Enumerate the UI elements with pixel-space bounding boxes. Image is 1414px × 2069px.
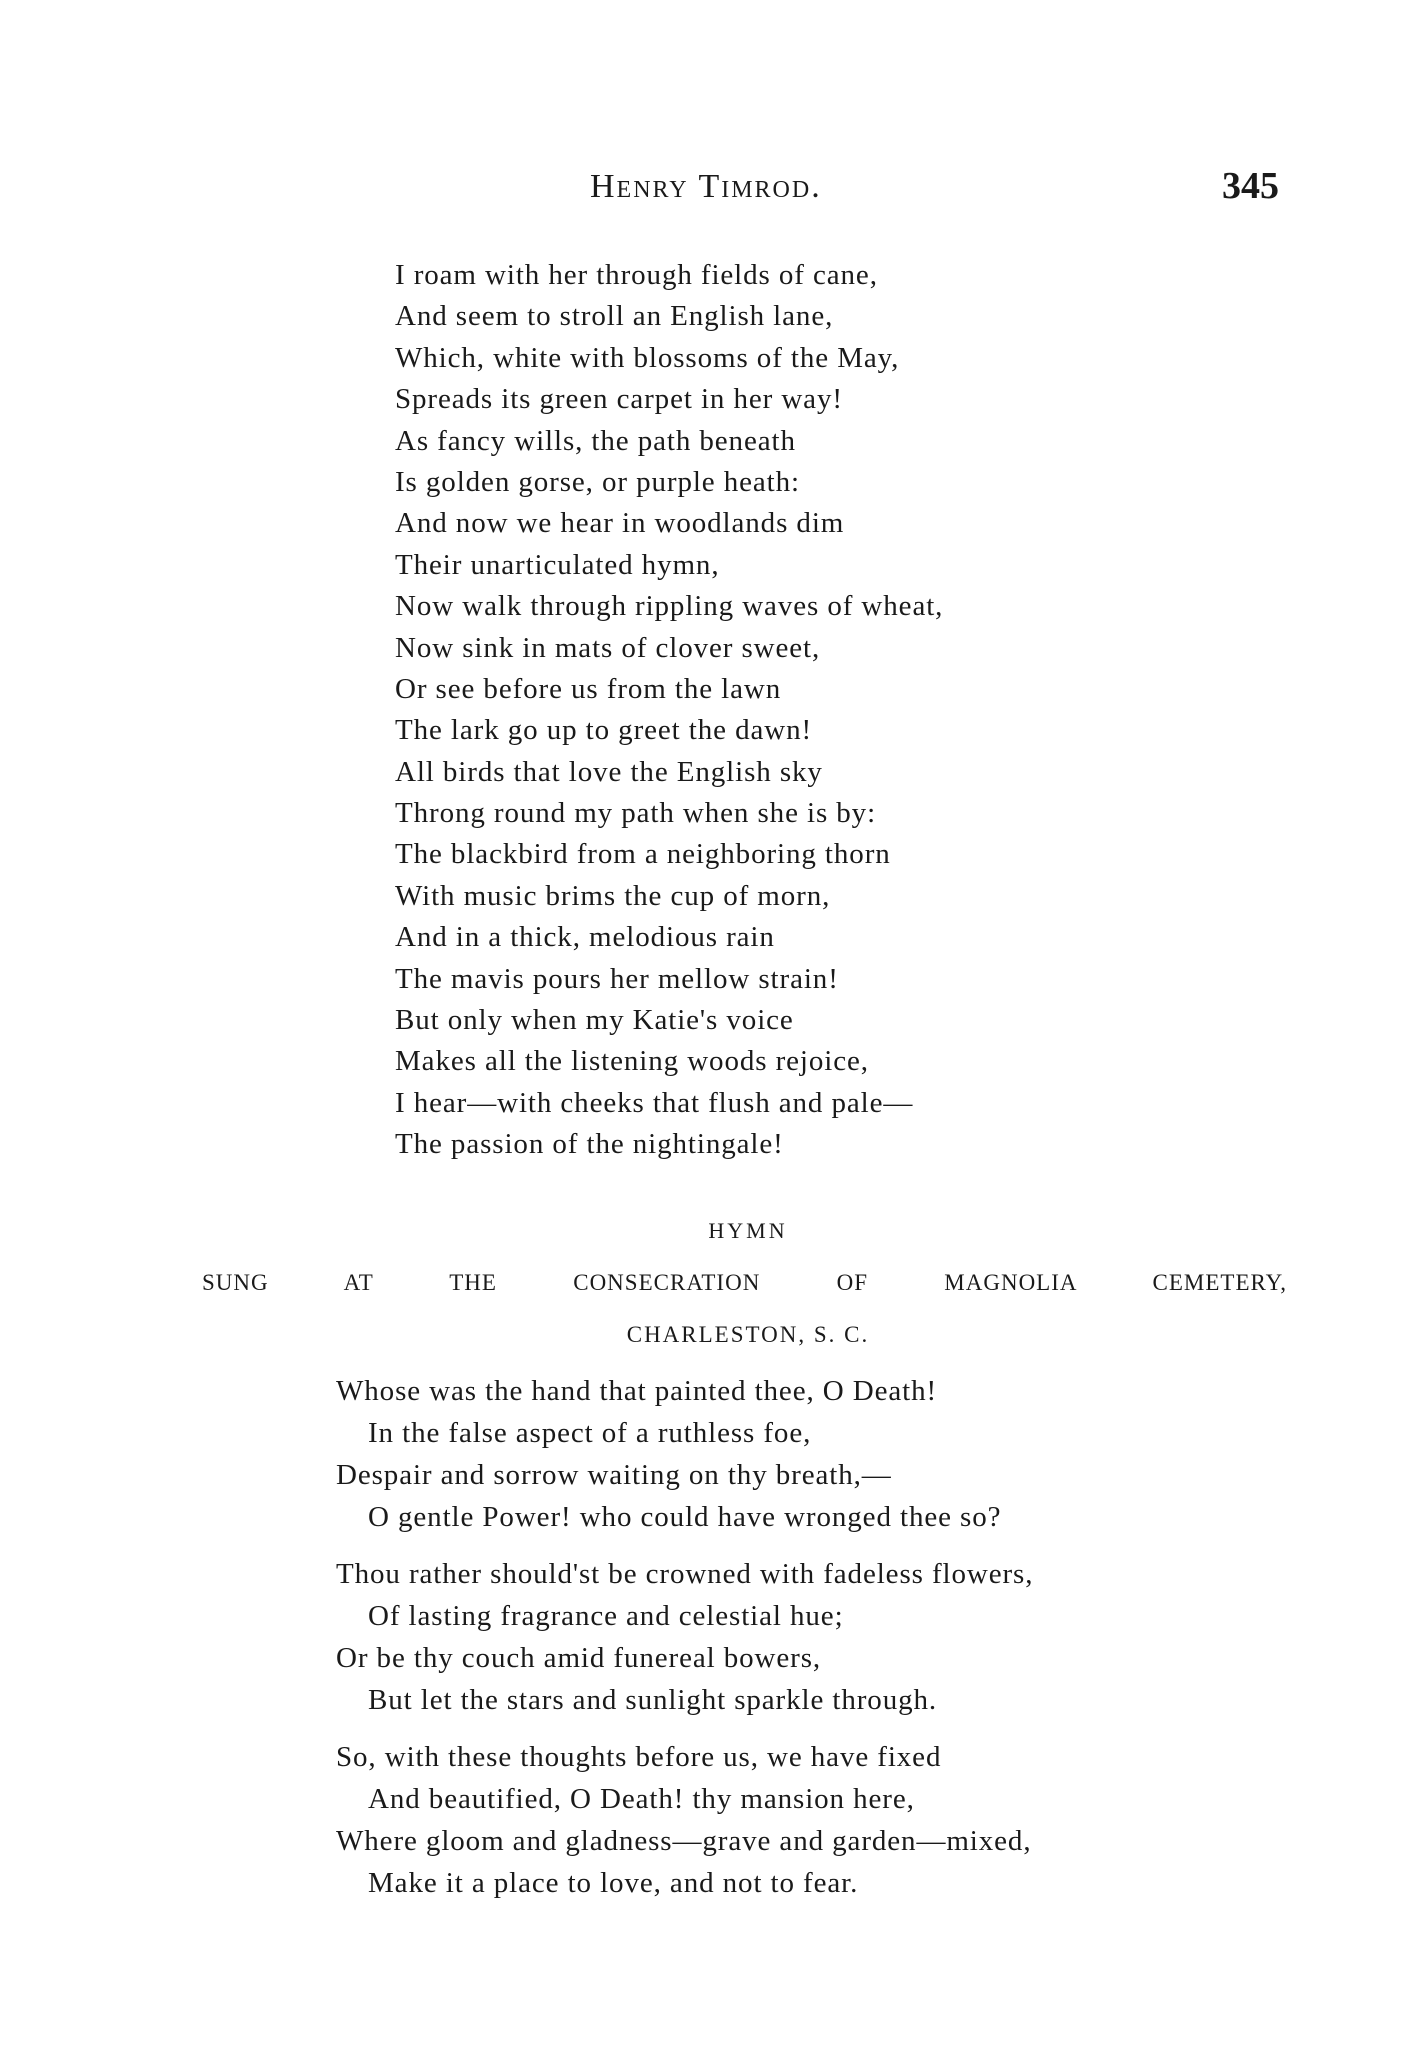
poem-line: All birds that love the English sky bbox=[395, 755, 823, 788]
stanza-line: O gentle Power! who could have wronged thee so? bbox=[368, 1501, 1002, 1533]
poem-line: And seem to stroll an English lane, bbox=[395, 300, 834, 333]
stanza-line: Where gloom and gladness—grave and garden—mixed, bbox=[336, 1825, 1032, 1857]
poem-line: The lark go up to greet the dawn! bbox=[395, 714, 813, 747]
poem-line: Or see before us from the lawn bbox=[395, 672, 782, 705]
poem-continuation bbox=[395, 255, 943, 1166]
poem-line: The passion of the nightingale! bbox=[395, 1128, 784, 1161]
stanza-line: Or be thy couch amid funereal bowers, bbox=[336, 1642, 822, 1674]
poem-line: Spreads its green carpet in her way! bbox=[395, 383, 843, 416]
hymn-stanza bbox=[336, 1370, 1001, 1538]
poem-line: Is golden gorse, or purple heath: bbox=[395, 465, 800, 498]
stanza-line: In the false aspect of a ruthless foe, bbox=[368, 1417, 812, 1449]
running-head-title: Henry Timrod. bbox=[590, 168, 822, 205]
poem-line: And in a thick, melodious rain bbox=[395, 921, 775, 954]
stanza-line: Of lasting fragrance and celestial hue; bbox=[368, 1600, 844, 1632]
stanza-line: Despair and sorrow waiting on thy breath,— bbox=[336, 1459, 892, 1491]
poem-line: The blackbird from a neighboring thorn bbox=[395, 838, 891, 871]
poem-line: I hear—with cheeks that flush and pale— bbox=[395, 1086, 914, 1119]
poem-line: Which, white with blossoms of the May, bbox=[395, 341, 900, 374]
stanza-line: Make it a place to love, and not to fear. bbox=[368, 1867, 859, 1899]
poem-line: Now walk through rippling waves of wheat, bbox=[395, 590, 944, 623]
poem-line: With music brims the cup of morn, bbox=[395, 879, 831, 912]
poem-line: I roam with her through fields of cane, bbox=[395, 259, 878, 291]
poem-line: And now we hear in woodlands dim bbox=[395, 507, 845, 540]
hymn-stanza bbox=[336, 1553, 1033, 1721]
stanza-line: And beautified, O Death! thy mansion here, bbox=[368, 1783, 915, 1815]
poem-line: Now sink in mats of clover sweet, bbox=[395, 631, 821, 664]
hymn-title: HYMN bbox=[708, 1218, 788, 1243]
stanza-line: But let the stars and sunlight sparkle through. bbox=[368, 1684, 938, 1716]
hymn-place: CHARLESTON, S. C. bbox=[626, 1322, 870, 1347]
stanza-line: Thou rather should'st be crowned with fadeless flowers, bbox=[336, 1558, 1034, 1590]
hymn-stanza bbox=[336, 1736, 1032, 1904]
stanza-line: Whose was the hand that painted thee, O Death! bbox=[336, 1375, 938, 1407]
poem-line: Their unarticulated hymn, bbox=[395, 548, 720, 581]
poem-line: Makes all the listening woods rejoice, bbox=[395, 1045, 869, 1078]
hymn-subtitle: SUNG AT THE CONSECRATION OF MAGNOLIA CEMETERY, bbox=[202, 1270, 1287, 1295]
poem-line: But only when my Katie's voice bbox=[395, 1004, 794, 1037]
poem-line: The mavis pours her mellow strain! bbox=[395, 962, 839, 995]
poem-line: As fancy wills, the path beneath bbox=[395, 424, 796, 457]
poem-line: Throng round my path when she is by: bbox=[395, 797, 877, 830]
page-number: 345 bbox=[1222, 165, 1279, 207]
stanza-line: So, with these thoughts before us, we have fixed bbox=[336, 1741, 942, 1773]
